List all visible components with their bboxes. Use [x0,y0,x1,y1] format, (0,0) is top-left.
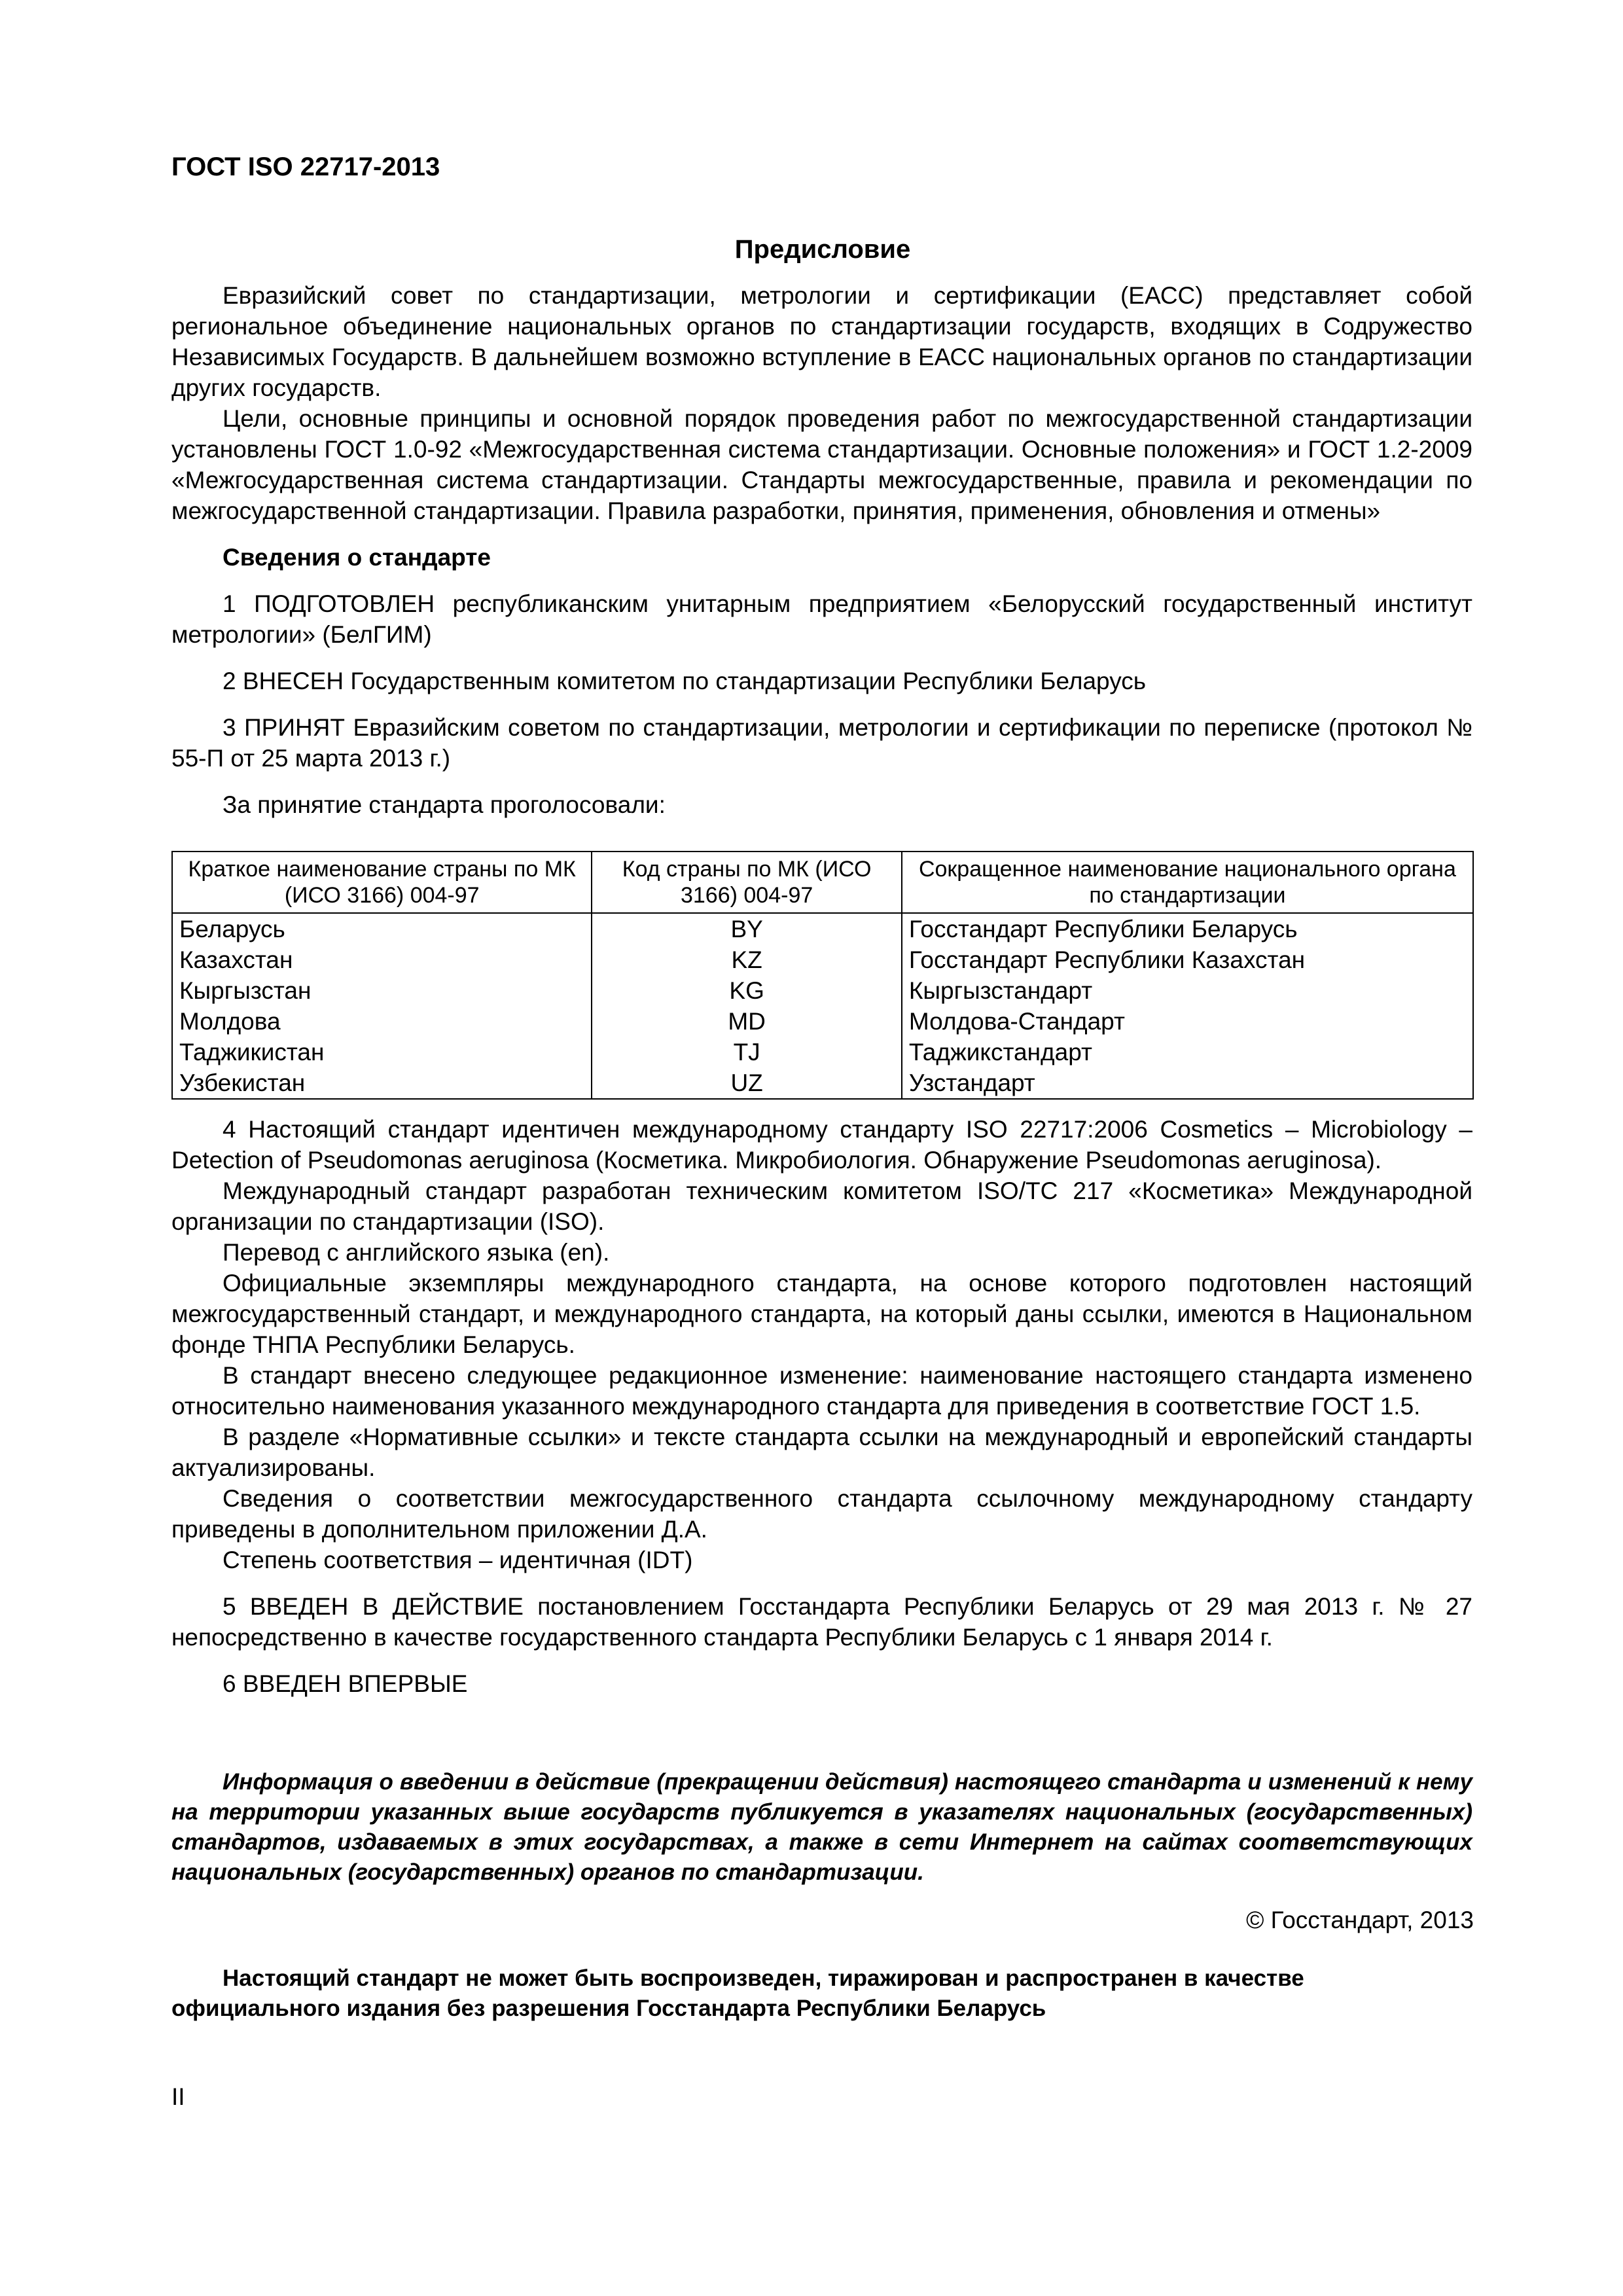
standards-body: Таджикстандарт [902,1037,1473,1067]
item-4-paragraph: Сведения о соответствии межгосударственного стандарта ссылочному международному стандарту приведены в дополнительном приложении Д.А. [171,1485,1472,1543]
item-4-paragraph: Международный стандарт разработан техническим комитетом ISO/TC 217 «Косметика» Международной организации по стандартизации (ISO). [171,1177,1472,1235]
preface-paragraph: Цели, основные принципы и основной порядок проведения работ по межгосударственной стандартизации установлены ГОСТ 1.0-92 «Межгосударственная система стандартизации. Основные положения» и ГОСТ 1.2-2009 «Межгосударственная система стандартизации. Стандарты межгосударственные, правила и рекомендации по межгосударственной стандартизации. Правила разработки, принятия, применения, обновления и отмены» [171,405,1472,524]
header-standards-body: Сокращенное наименование национального органа по стандартизации [902,852,1473,913]
item-4-paragraph: В разделе «Нормативные ссылки» и тексте стандарта ссылки на международный и европейский стандарты актуализированы. [171,1424,1472,1481]
info-item-1: 1 ПОДГОТОВЛЕН республиканским унитарным предприятием «Белорусский государственный институт метрологии» (БелГИМ) [171,590,1472,648]
country-code: TJ [592,1037,901,1067]
vote-table-header [172,852,1473,913]
item-4-paragraph: Официальные экземпляры международного стандарта, на основе которого подготовлен настоящий межгосударственный стандарт, и международного стандарта, на который даны ссылки, имеются в Национальном фонде ТНПА Республики Беларусь. [171,1270,1472,1358]
page-number: II [171,2083,185,2110]
country-code: UZ [592,1067,901,1099]
country-name: Молдова [172,1006,592,1037]
item-4-paragraph: 4 Настоящий стандарт идентичен международному стандарту ISO 22717:2006 Cosmetics – Microbiology – Detection of Pseudomonas aeruginosa (Косметика. Микробиология. Обнаружение Pseudomonas aeruginosa). [171,1116,1472,1174]
standards-body: Госстандарт Республики Беларусь [902,913,1473,944]
table-row [172,1037,1473,1067]
vote-table [171,851,1474,1100]
header-country-code: Код страны по МК (ИСО 3166) 004-97 [592,852,901,913]
table-row [172,975,1473,1006]
country-name: Таджикистан [172,1037,592,1067]
info-item-3: 3 ПРИНЯТ Евразийским советом по стандартизации, метрологии и сертификации по переписке (протокол № 55-П от 25 марта 2013 г.) [171,714,1472,772]
info-item-2: 2 ВНЕСЕН Государственным комитетом по стандартизации Республики Беларусь [223,668,1147,694]
info-item-6: 6 ВВЕДЕН ВПЕРВЫЕ [223,1670,468,1697]
copyright: © Госстандарт, 2013 [1246,1907,1474,1933]
preface-paragraph: Евразийский совет по стандартизации, метрологии и сертификации (ЕАСС) представляет собой региональное объединение национальных органов по стандартизации государств, входящих в Содружество Независимых Государств. В дальнейшем возможно вступление в ЕАСС национальных органов по стандартизации других государств. [171,282,1472,401]
standards-body: Кыргызстандарт [902,975,1473,1006]
document-code: ГОСТ ISO 22717-2013 [171,152,440,181]
standard-info-heading: Сведения о стандарте [223,544,491,571]
country-name: Узбекистан [172,1067,592,1099]
country-code: BY [592,913,901,944]
legal-notice: Настоящий стандарт не может быть воспроизведен, тиражирован и распространен в качестве официального издания без разрешения Госстандарта Республики Беларусь [171,1965,1304,2021]
country-code: KZ [592,944,901,975]
info-item-5: 5 ВВЕДЕН В ДЕЙСТВИЕ постановлением Госстандарта Республики Беларусь от 29 мая 2013 г. № 27 непосредственно в качестве государственного стандарта Республики Беларусь с 1 января 2014 г. [171,1593,1472,1651]
table-row [172,1067,1473,1099]
vote-intro: За принятие стандарта проголосовали: [223,791,666,818]
standards-body: Узстандарт [902,1067,1473,1099]
item-4-paragraph: В стандарт внесено следующее редакционное изменение: наименование настоящего стандарта изменено относительно наименования указанного международного стандарта для приведения в соответствие ГОСТ 1.5. [171,1362,1472,1420]
header-country-name: Краткое наименование страны по МК (ИСО 3166) 004-97 [172,852,592,913]
table-row [172,913,1473,944]
info-notice-block [171,1767,1472,1888]
table-row [172,1006,1473,1037]
item-4-paragraph: Перевод с английского языка (en). [223,1239,610,1266]
country-name: Кыргызстан [172,975,592,1006]
standards-body: Госстандарт Республики Казахстан [902,944,1473,975]
country-code: MD [592,1006,901,1037]
standards-body: Молдова-Стандарт [902,1006,1473,1037]
country-code: KG [592,975,901,1006]
preface-body [171,280,1472,820]
standard-details [171,1114,1472,1699]
preface-title: Предисловие [734,235,911,264]
info-notice: Информация о введении в действие (прекращении действия) настоящего стандарта и изменений к нему на территории указанных выше государств публикуется в указателях национальных (государственных) стандартов, издаваемых в этих государствах, а также в сети Интернет на сайтах соответствующих национальных (государственных) органов по стандартизации. [171,1769,1472,1885]
item-4-paragraph: Степень соответствия – идентичная (IDT) [223,1547,693,1573]
country-name: Беларусь [172,913,592,944]
table-row [172,944,1473,975]
country-name: Казахстан [172,944,592,975]
legal-notice-block [171,1964,1472,2024]
